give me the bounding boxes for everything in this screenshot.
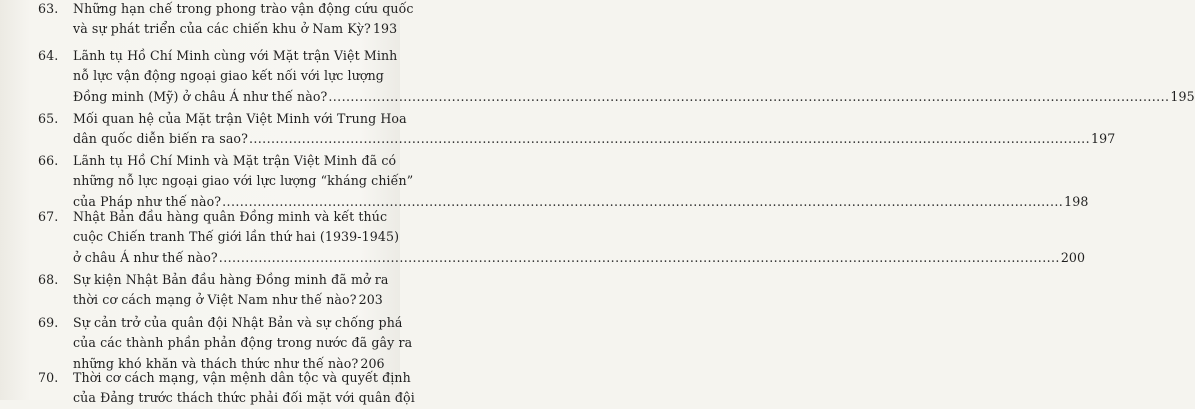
entry-number: 67. [38, 209, 59, 224]
entry-title-line: và sự phát triển của các chiến khu ở Nam Kỳ? [73, 21, 371, 37]
entry-title-line: của các thành phần phản động trong nước đã gây ra [73, 335, 413, 351]
entry-title-line: Lãnh tụ Hồ Chí Minh và Mặt trận Việt Minh đã có [73, 153, 397, 168]
toc-entry-64 [0, 46, 1195, 107]
entry-title-line: ở châu Á như thế nào? [73, 249, 218, 265]
entry-page-number: 197 [1090, 131, 1116, 147]
toc-entry-68 [0, 270, 400, 311]
toc-entry-63 [0, 0, 414, 40]
entry-title-line: Lãnh tụ Hồ Chí Minh cùng với Mặt trận Việt Minh [73, 48, 398, 63]
toc-entry-70 [0, 368, 415, 409]
entry-title-line: cuộc Chiến tranh Thế giới lần thứ hai (1939-1945) [73, 229, 400, 245]
entry-number: 70. [38, 370, 59, 385]
entry-number: 63. [38, 1, 59, 16]
entry-title-line: của Pháp như thế nào? [73, 193, 222, 209]
entry-page-number: 195 [1170, 88, 1195, 104]
entry-title-line: dân quốc diễn biến ra sao? [73, 131, 248, 147]
entry-page-number: 203 [358, 292, 383, 308]
dot-leader: ............................................................................................................................................................................................... [222, 193, 1064, 209]
entry-title-line: nỗ lực vận động ngoại giao kết nối với lực lượng [73, 68, 384, 84]
entry-title-line: của Đảng trước thách thức phải đối mặt với quân đội [73, 390, 415, 406]
entry-number: 68. [38, 272, 59, 287]
entry-title-line: Sự cản trở của quân đội Nhật Bản và sự chống phá [73, 315, 403, 330]
entry-number: 64. [38, 48, 59, 63]
entry-title-line: Mối quan hệ của Mặt trận Việt Minh với Trung Hoa [73, 111, 407, 126]
entry-title-line: Nhật Bản đầu hàng quân Đồng minh và kết thúc [73, 209, 388, 224]
entry-page-number: 206 [360, 355, 385, 371]
entry-title-line: Thời cơ cách mạng, vận mệnh dân tộc và quyết định [73, 370, 411, 385]
entry-number: 69. [38, 315, 59, 330]
toc-entry-65 [0, 109, 1116, 150]
entry-title-line: những khó khăn và thách thức như thế nào? [73, 355, 359, 371]
toc-entry-69 [0, 313, 413, 374]
entry-page-number: 200 [1060, 249, 1086, 265]
entry-page-number: 193 [372, 21, 398, 37]
entry-page-number: 198 [1064, 193, 1089, 209]
dot-leader: ............................................................................................................................................................................................... [218, 249, 1060, 265]
dot-leader: ............................................................................................................................................................................................... [328, 88, 1170, 104]
toc-entry-66 [0, 151, 1089, 212]
entry-number: 66. [38, 153, 59, 168]
entry-number: 65. [38, 111, 59, 126]
dot-leader: ............................................................................................................................................................................................... [248, 131, 1090, 147]
toc-entry-67 [0, 207, 1086, 268]
entry-title-line: thời cơ cách mạng ở Việt Nam như thế nào? [73, 292, 357, 308]
entry-title-line: Sự kiện Nhật Bản đầu hàng Đồng minh đã mở ra [73, 272, 389, 287]
entry-title-line: Những hạn chế trong phong trào vận động cứu quốc [73, 1, 414, 16]
entry-title-line: Đồng minh (Mỹ) ở châu Á như thế nào? [73, 88, 328, 104]
entry-title-line: những nỗ lực ngoại giao với lực lượng “kháng chiến” [73, 173, 414, 189]
